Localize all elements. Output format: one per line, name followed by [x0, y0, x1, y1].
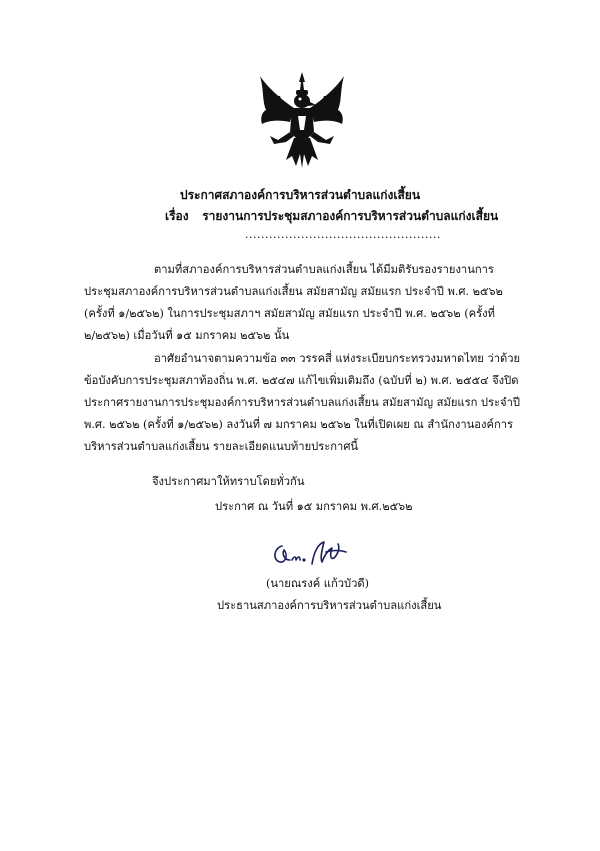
subject-line	[165, 207, 585, 226]
closing-statement: จึงประกาศมาให้ทราบโดยทั่วกัน	[152, 475, 305, 488]
announcement-date: ประกาศ ณ วันที่ ๑๕ มกราคม พ.ศ.๒๕๖๒	[215, 500, 413, 513]
signer-position: ประธานสภาองค์การบริหารส่วนตำบลแก่งเสี้ยน	[217, 599, 442, 612]
paragraph-1-text: ตามที่สภาองค์การบริหารส่วนตำบลแก่งเสี้ยน ได้มีมติรับรองรายงานการประชุมสภาองค์การบริหารส่วนตำบลแก่งเสี้ยน สมัยสามัญ สมัยแรก ประจำปี พ.ศ. ๒๕๖๒ (ครั้งที่ ๑/๒๕๖๒) ในการประชุมสภาฯ สมัยสามัญ สมัยแรก ประจำปี พ.ศ. ๒๕๖๒ (ครั้งที่ ๒/๒๕๖๒) เมื่อวันที่ ๑๕ มกราคม ๒๕๖๒ นั้น	[84, 263, 503, 342]
handwritten-signature	[268, 538, 356, 570]
subject-text: รายงานการประชุมสภาองค์การบริหารส่วนตำบลแก่งเสี้ยน	[202, 209, 499, 223]
title-separator: .................................................	[245, 228, 441, 241]
announcement-title: ประกาศสภาองค์การบริหารส่วนตำบลแก่งเสี้ยน	[179, 188, 421, 202]
paragraph-2	[84, 348, 522, 458]
paragraph-2-text: อาศัยอำนาจตามความข้อ ๓๓ วรรคสี่ แห่งระเบียบกระทรวงมหาดไทย ว่าด้วยข้อบังคับการประชุมสภาท้องถิ่น พ.ศ. ๒๕๔๗ แก้ไขเพิ่มเติมถึง (ฉบับที่ ๒) พ.ศ. ๒๕๕๔ จึงปิดประกาศรายงานการประชุมองค์การบริหารส่วนตำบลแก่งเสี้ยน สมัยสามัญ สมัยแรก ประจำปี พ.ศ. ๒๕๖๒ (ครั้งที่ ๑/๒๕๖๒) ลงวันที่ ๗ มกราคม ๒๕๖๒ ในที่เปิดเผย ณ สำนักงานองค์การบริหารส่วนตำบลแก่งเสี้ยน รายละเอียดแนบท้ายประกาศนี้	[84, 352, 521, 453]
signer-name: (นายณรงค์ แก้วบัวดี)	[266, 577, 370, 590]
subject-label: เรื่อง	[165, 209, 189, 223]
garuda-emblem-icon	[256, 70, 348, 172]
paragraph-1	[84, 259, 522, 347]
